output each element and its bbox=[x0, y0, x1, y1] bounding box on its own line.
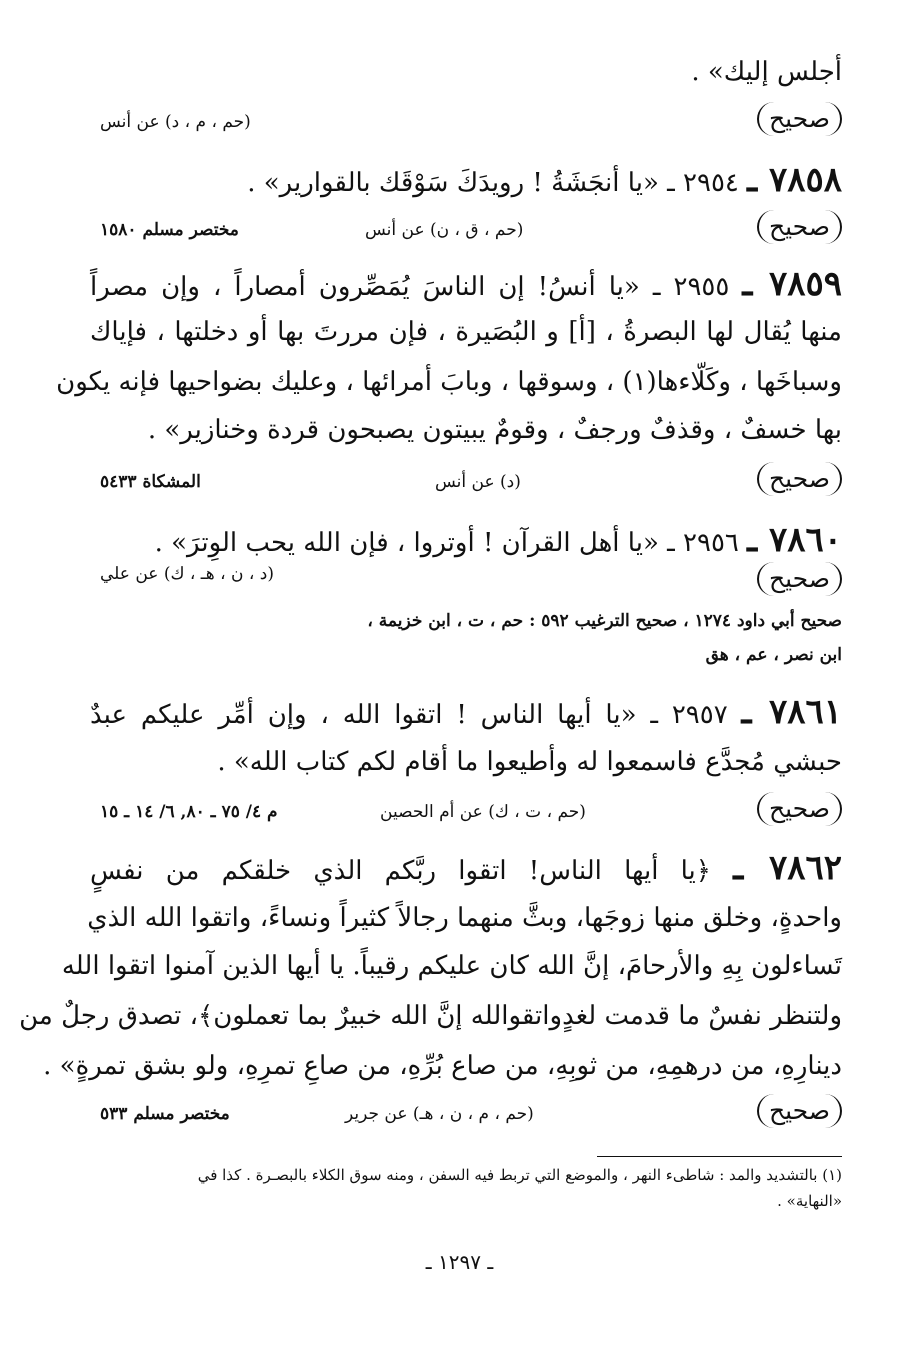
hadith-number: ٧٨٥٨ ـ bbox=[747, 160, 842, 200]
reference: المشكاة ٥٤٣٣ bbox=[100, 472, 201, 492]
hadith-text: «يا أيها الناس ! اتقوا الله ، وإن أمِّر عليكم عبدٌ bbox=[90, 700, 637, 730]
continuation-line: أجلس إليك» . bbox=[691, 57, 842, 87]
narrator-source: (حم ، ت ، ك) عن أم الحصين bbox=[380, 802, 586, 822]
grade-badge: صحيح bbox=[757, 102, 842, 136]
hadith-secondary-number: ٢٩٥٦ ـ bbox=[667, 528, 739, 558]
reference-line: ابن نصر ، عم ، هق bbox=[705, 645, 842, 665]
hadith-number: ٧٨٥٩ ـ bbox=[742, 264, 842, 304]
narrator-source: (حم ، ق ، ن) عن أنس bbox=[365, 220, 524, 240]
reference: م ٤/ ٧٥ ـ ٨٠, ٦/ ١٤ ـ ١٥ bbox=[100, 802, 278, 822]
continuation-grading-row bbox=[90, 102, 842, 142]
hadith-text: «يا أنجَشَةُ ! رويدَكَ سَوْقَك بالقوارير» . bbox=[247, 168, 659, 198]
hadith-text-line: وسباخَها ، وكَلّاءها(١) ، وسوقها ، وبابَ أمرائها ، وعليك بضواحيها فإنه يكون bbox=[56, 367, 842, 397]
narrator-source: (د) عن أنس bbox=[435, 472, 521, 492]
hadith-text-line: حبشي مُجدَّع فاسمعوا له وأطيعوا ما أقام لكم كتاب الله» . bbox=[217, 747, 842, 777]
hadith-7861 bbox=[90, 692, 842, 735]
hadith-text: «يا أنسُ! إن الناسَ يُمَصِّرون أمصاراً ، وإن مصراً bbox=[90, 272, 640, 302]
grade-badge: صحيح bbox=[757, 562, 842, 596]
hadith-text: ﴿يا أيها الناس! اتقوا ربَّكم الذي خلقكم من نفسٍ bbox=[90, 856, 712, 886]
grade-badge: صحيح bbox=[757, 462, 842, 496]
hadith-7858 bbox=[90, 160, 842, 203]
hadith-text-line: بها خسفٌ ، وقذفٌ ورجفٌ ، وقومٌ يبيتون يصبحون قردة وخنازير» . bbox=[147, 415, 842, 445]
grading-row-7859 bbox=[90, 462, 842, 502]
grade-badge: صحيح bbox=[757, 1094, 842, 1128]
reference: مختصر مسلم ٥٣٣ bbox=[100, 1104, 230, 1124]
narrator-source: (حم ، م ، د) عن أنس bbox=[100, 112, 251, 132]
grade-badge: صحيح bbox=[757, 792, 842, 826]
hadith-text-line: منها يُقال لها البصرةُ ، [أ] و البُصَيرة ، فإن مررتَ بها أو دخلتها ، فإياك bbox=[90, 317, 842, 347]
hadith-number: ٧٨٦٢ ـ bbox=[733, 848, 842, 888]
hadith-text: «يا أهل القرآن ! أوتروا ، فإن الله يحب الوِترَ» . bbox=[154, 528, 659, 558]
hadith-text-line: تَساءلون بِهِ والأرحامَ، إنَّ الله كان عليكم رقيباً. يا أيها الذين آمنوا اتقوا الله bbox=[61, 951, 842, 981]
hadith-7859 bbox=[90, 264, 842, 307]
hadith-text-line: دينارِهِ، من درهمِهِ، من ثوبِهِ، من صاع بُرِّهِ، من صاعِ تمرِهِ، ولو بشق تمرةٍ» . bbox=[43, 1051, 842, 1081]
grading-row-7861 bbox=[90, 792, 842, 832]
reference-line: صحيح أبي داود ١٢٧٤ ، صحيح الترغيب ٥٩٢ : حم ، ت ، ابن خزيمة ، bbox=[367, 611, 842, 631]
grading-row-7862 bbox=[90, 1094, 842, 1134]
footnote-line: «النهاية» . bbox=[777, 1192, 842, 1210]
grading-row-7860 bbox=[90, 562, 842, 602]
hadith-text-line: واحدةٍ، وخلق منها زوجَها، وبثَّ منهما رجالاً كثيراً ونساءً، واتقوا الله الذي bbox=[87, 903, 842, 933]
hadith-secondary-number: ٢٩٥٤ ـ bbox=[667, 168, 739, 198]
hadith-secondary-number: ٢٩٥٧ ـ bbox=[650, 700, 728, 730]
footnote-rule bbox=[597, 1156, 842, 1157]
grade-badge: صحيح bbox=[757, 210, 842, 244]
hadith-text-line: ولتنظر نفسٌ ما قدمت لغدٍواتقوالله إنَّ الله خبيرٌ بما تعملون﴾، تصدق رجلٌ من bbox=[19, 1001, 842, 1031]
hadith-number: ٧٨٦٠ ـ bbox=[747, 520, 842, 560]
reference: مختصر مسلم ١٥٨٠ bbox=[100, 220, 239, 240]
hadith-number: ٧٨٦١ ـ bbox=[741, 692, 842, 732]
narrator-source: (حم ، م ، ن ، هـ) عن جرير bbox=[345, 1104, 534, 1124]
page-number: ـ ١٢٩٧ ـ bbox=[425, 1250, 494, 1274]
footnote-line: (١) بالتشديد والمد : شاطىء النهر ، والموضع التي تربط فيه السفن ، ومنه سوق الكلاء بالبصـرة . كذا في bbox=[197, 1166, 842, 1184]
hadith-secondary-number: ٢٩٥٥ ـ bbox=[652, 272, 730, 302]
narrator-source: (د ، ن ، هـ ، ك) عن علي bbox=[100, 564, 274, 584]
grading-row-7858 bbox=[90, 210, 842, 250]
hadith-7862 bbox=[90, 848, 842, 891]
